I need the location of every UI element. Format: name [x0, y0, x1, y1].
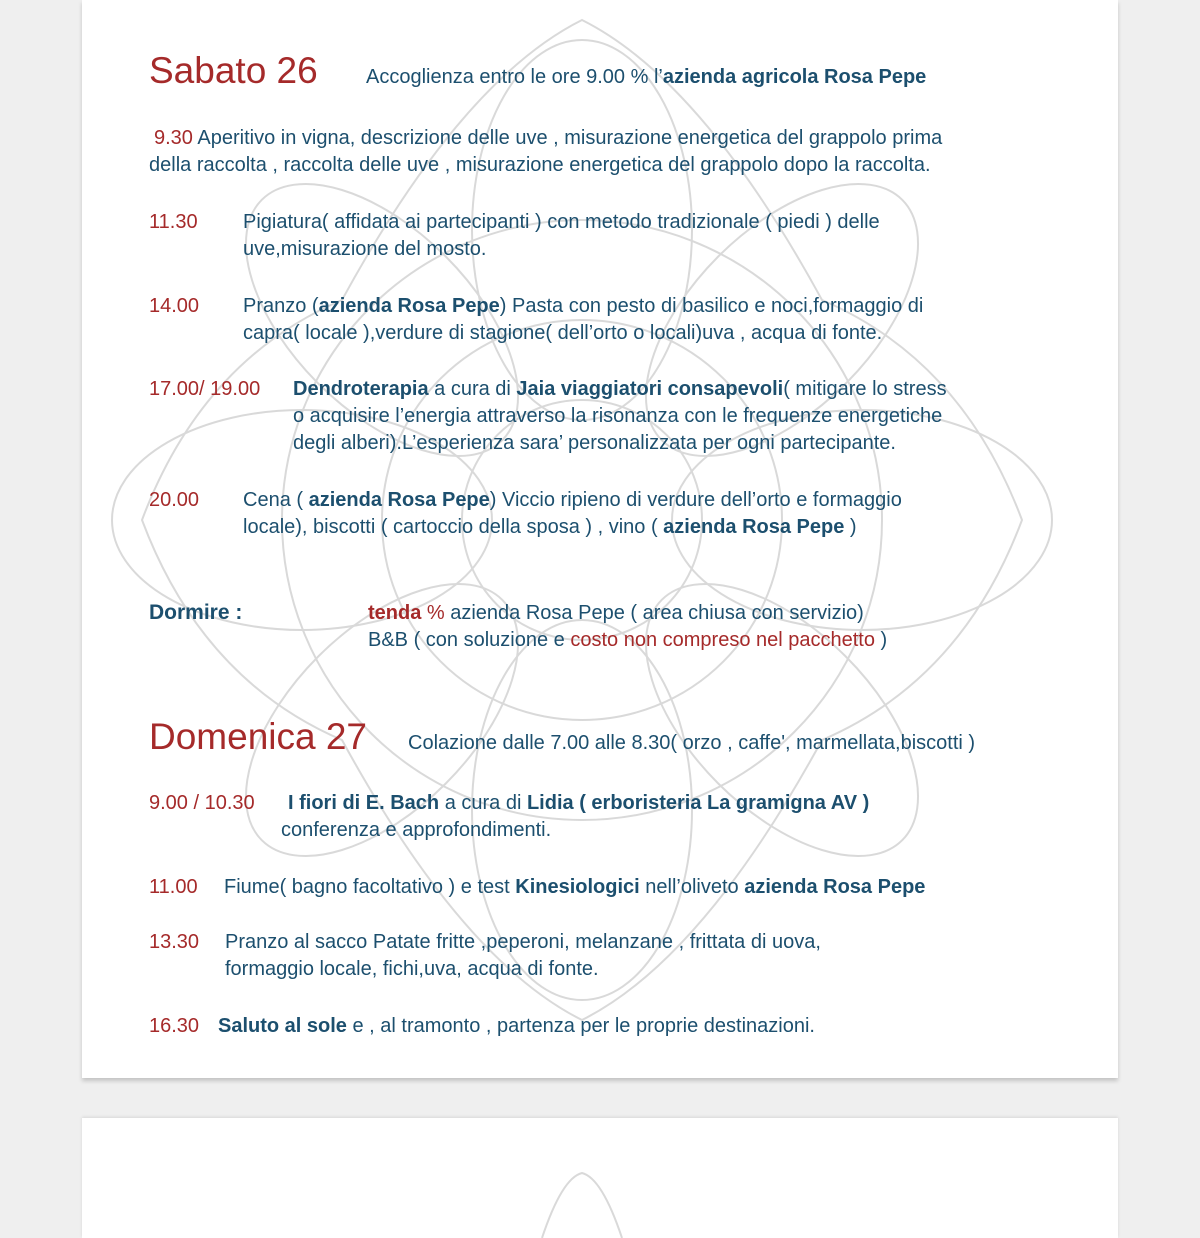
event-text: ) Pasta con pesto di basilico e noci,formaggio di	[499, 295, 924, 317]
mandala-watermark	[82, 1118, 1118, 1238]
saturday-title: Sabato 26	[149, 50, 318, 91]
event-text: Fiume( bagno facoltativo ) e test	[224, 876, 516, 898]
event-line: Pranzo al sacco Patate fritte ,peperoni, melanzane , frittata di uova,	[225, 931, 821, 953]
event-text: Cena (	[243, 489, 309, 511]
event-1700	[293, 376, 947, 457]
sunday-breakfast: Colazione dalle 7.00 alle 8.30( orzo , caffe', marmellata,biscotti )	[408, 732, 976, 754]
event-1130	[243, 209, 880, 263]
event-1330	[225, 929, 821, 983]
event-text: nell’oliveto	[639, 876, 745, 898]
event-text: ( mitigare lo stress	[783, 378, 947, 400]
event-line: o acquisire l’energia attraverso la risonanza con le frequenze energetiche	[293, 405, 943, 427]
event-text: Pranzo (	[243, 295, 319, 317]
event-0900	[281, 790, 869, 844]
sleep-text: )	[874, 629, 888, 651]
event-line: della raccolta , raccolta delle uve , misurazione energetica del grappolo dopo la raccolta.	[149, 154, 931, 176]
sleep-label: Dormire :	[149, 601, 243, 624]
welcome-farm: azienda agricola Rosa Pepe	[662, 66, 927, 88]
sleep-tent: tenda	[368, 602, 422, 624]
event-time: 11.00	[149, 876, 198, 898]
event-text: a cura di	[439, 792, 527, 814]
event-line: Aperitivo in vigna, descrizione delle uve , misurazione energetica del grappolo prima	[192, 127, 943, 149]
event-line: capra( locale ),verdure di stagione( dell’orto o locali)uva , acqua di fonte.	[243, 322, 883, 344]
sleep-options	[368, 600, 887, 654]
saturday-welcome	[366, 64, 926, 91]
event-host: Jaia viaggiatori consapevoli	[516, 378, 784, 400]
event-time: 17.00/ 19.00	[149, 378, 261, 400]
sleep-bnb: B&B ( con soluzione e	[368, 629, 571, 651]
sunday-title: Domenica 27	[149, 716, 368, 757]
event-venue: azienda Rosa Pepe	[744, 876, 926, 898]
event-time: 13.30	[149, 931, 200, 953]
next-page	[82, 1118, 1118, 1238]
event-0930	[149, 125, 942, 179]
event-line: conferenza e approfondimenti.	[281, 819, 552, 841]
program-page	[82, 0, 1118, 1078]
event-2000	[243, 487, 902, 541]
event-1400	[243, 293, 923, 347]
event-activity: I fiori di E. Bach	[288, 792, 440, 814]
event-host: Lidia ( erboristeria La gramigna AV )	[526, 792, 870, 814]
event-time: 11.30	[149, 211, 198, 233]
event-text: locale), biscotti ( cartoccio della sposa ) , vino (	[243, 516, 664, 538]
event-line: formaggio locale, fichi,uva, acqua di fonte.	[225, 958, 599, 980]
sleep-text: %	[421, 602, 445, 624]
event-venue: azienda Rosa Pepe	[318, 295, 500, 317]
event-time: 14.00	[149, 295, 200, 317]
event-time: 16.30	[149, 1015, 200, 1037]
event-venue: azienda Rosa Pepe	[308, 489, 490, 511]
event-text: ) Viccio ripieno di verdure dell’orto e formaggio	[489, 489, 902, 511]
event-activity: Saluto al sole	[218, 1015, 347, 1037]
event-activity: Kinesiologici	[515, 876, 640, 898]
event-line: degli alberi).L’esperienza sara’ personalizzata per ogni partecipante.	[293, 432, 896, 454]
event-text: a cura di	[428, 378, 517, 400]
event-venue: azienda Rosa Pepe	[663, 516, 845, 538]
event-line: Pigiatura( affidata ai partecipanti ) con metodo tradizionale ( piedi ) delle	[243, 211, 880, 233]
event-time: 20.00	[149, 489, 200, 511]
event-time: 9.30	[154, 127, 193, 149]
event-1630	[218, 1013, 815, 1040]
sleep-cost-note: costo non compreso nel pacchetto	[570, 629, 875, 651]
welcome-text: Accoglienza entro le ore 9.00 % l’	[366, 66, 663, 88]
event-text: )	[844, 516, 857, 538]
event-1100	[224, 874, 925, 901]
event-activity: Dendroterapia	[293, 378, 429, 400]
event-text: e , al tramonto , partenza per le proprie destinazioni.	[346, 1015, 815, 1037]
sleep-text: azienda Rosa Pepe ( area chiusa con servizio)	[444, 602, 864, 624]
event-line: uve,misurazione del mosto.	[243, 238, 487, 260]
event-time: 9.00 / 10.30	[149, 792, 255, 814]
